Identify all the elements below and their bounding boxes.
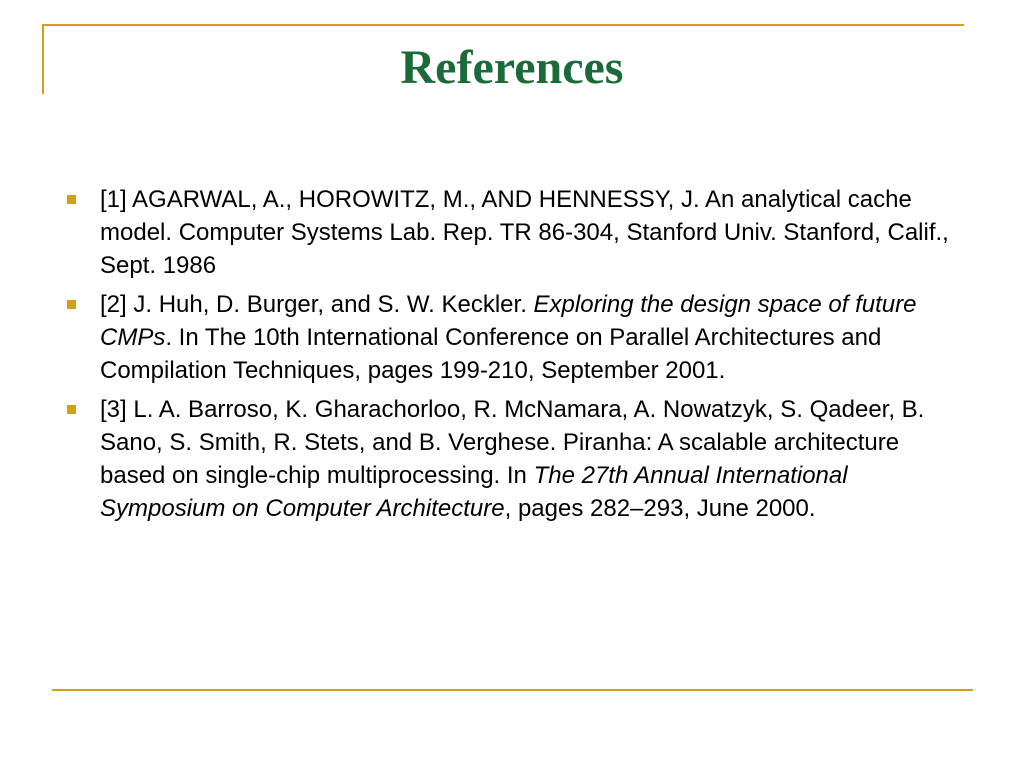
bullet-icon bbox=[67, 195, 76, 204]
reference-list bbox=[60, 183, 960, 531]
bottom-border-line bbox=[52, 689, 973, 691]
reference-text bbox=[100, 291, 916, 384]
reference-text bbox=[100, 396, 924, 522]
reference-authors: [3] L. A. Barroso, K. Gharachorloo, R. McNamara, A. Nowatzyk, S. Qadeer, B. Sano, S. Smith, R. Stets, and B. Verghese. Piranha: A scalable architecture based on single-chip multiprocessing. In bbox=[100, 396, 925, 489]
reference-item-1 bbox=[60, 183, 960, 282]
reference-authors: [2] J. Huh, D. Burger, and S. W. Keckler. bbox=[100, 291, 534, 318]
bullet-icon bbox=[67, 405, 76, 414]
reference-body: [1] AGARWAL, A., HOROWITZ, M., AND HENNESSY, J. An analytical cache model. Computer Systems Lab. Rep. TR 86-304, Stanford Univ. Stanford, Calif., Sept. 1986 bbox=[100, 186, 949, 279]
reference-venue: . In The 10th International Conference on Parallel Architectures and Compilation Techniques, pages 199-210, September 2001. bbox=[100, 324, 882, 384]
bullet-icon bbox=[67, 300, 76, 309]
reference-item-2 bbox=[60, 288, 960, 387]
reference-item-3 bbox=[60, 393, 960, 525]
reference-pages: , pages 282–293, June 2000. bbox=[504, 495, 816, 522]
slide-title: References bbox=[400, 41, 624, 94]
reference-text bbox=[100, 186, 949, 279]
top-border-line bbox=[42, 24, 964, 26]
reference-work-title: Exploring the design space of future CMPs bbox=[100, 291, 917, 351]
reference-venue-title: The 27th Annual International Symposium on Computer Architecture bbox=[100, 462, 848, 522]
